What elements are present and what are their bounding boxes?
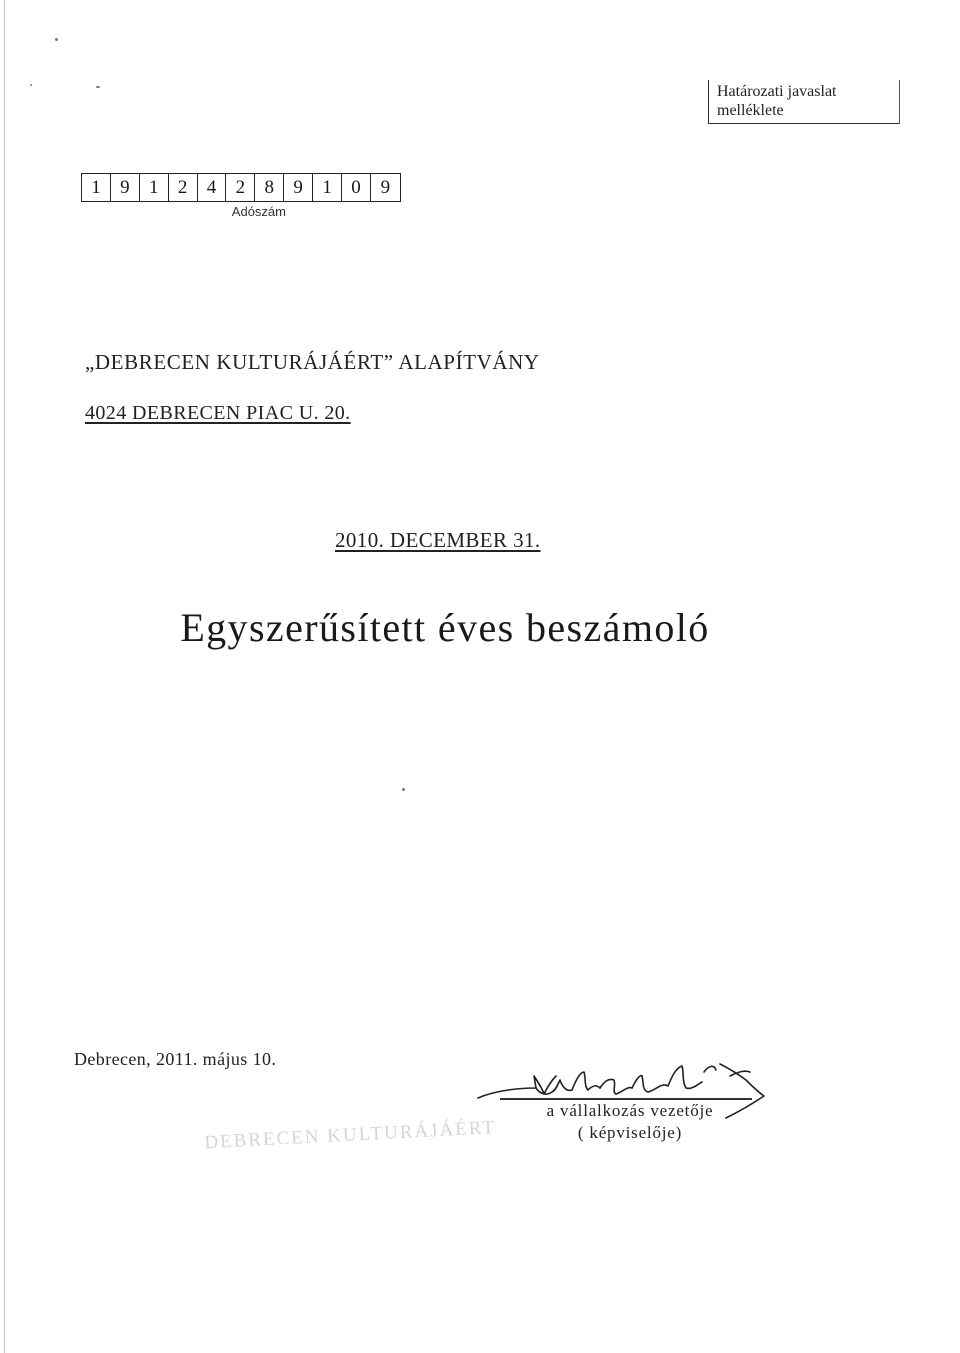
tax-digit: 9 <box>111 174 140 201</box>
signatory-role-note: ( képviselője) <box>577 1123 683 1142</box>
tax-digit: 1 <box>82 174 111 201</box>
stamp-imprint <box>200 1110 497 1154</box>
report-date: 2010. DECEMBER 31. <box>335 528 541 552</box>
stamp-text: DEBRECEN KULTURÁJÁÉRT <box>203 1117 497 1154</box>
organization-name: „DEBRECEN KULTURÁJÁÉRT” ALAPÍTVÁNY <box>85 350 540 374</box>
tax-digit: 8 <box>255 174 284 201</box>
page-edge-line <box>4 0 5 1353</box>
attachment-note-line1: Határozati javaslat <box>717 83 837 100</box>
tax-number-block <box>81 173 401 219</box>
tax-digit: 9 <box>380 177 391 198</box>
tax-digit: 4 <box>198 174 227 201</box>
attachment-note-line2: melléklete <box>717 102 784 119</box>
scan-speck <box>55 38 58 41</box>
tax-number-label: Adószám <box>231 204 286 219</box>
signature-line <box>500 1098 752 1100</box>
scan-speck <box>402 788 405 791</box>
scan-speck <box>30 84 32 86</box>
tax-digit: 0 <box>342 174 371 201</box>
tax-digit: 2 <box>226 174 255 201</box>
place-and-date: Debrecen, 2011. május 10. <box>74 1049 277 1069</box>
tax-digit: 1 <box>313 174 342 201</box>
organization-address: 4024 DEBRECEN PIAC U. 20. <box>85 402 351 424</box>
attachment-note-box <box>708 80 900 124</box>
tax-digit: 9 <box>284 174 313 201</box>
scan-speck <box>96 86 100 88</box>
signatory-role: a vállalkozás vezetője <box>546 1101 714 1120</box>
tax-digit: 2 <box>169 174 198 201</box>
tax-digit: 1 <box>140 174 169 201</box>
tax-number-cells <box>81 173 401 202</box>
document-title: Egyszerűsített éves beszámoló <box>180 605 710 650</box>
